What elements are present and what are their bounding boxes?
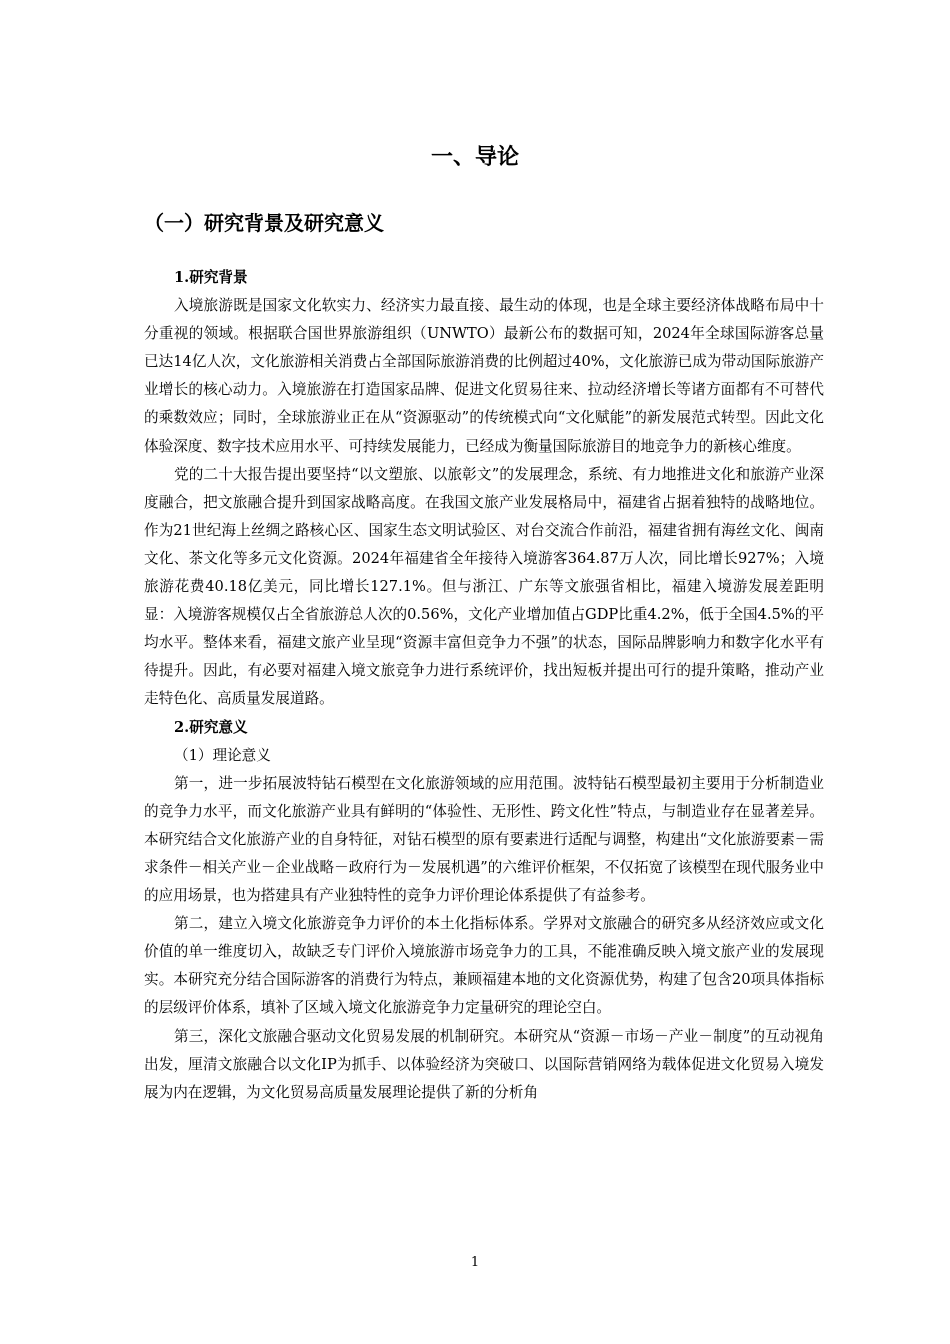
subsection-heading-significance: 2.研究意义 bbox=[174, 718, 248, 736]
paragraph: 入境旅游既是国家文化软实力、经济实力最直接、最生动的体现，也是全球主要经济体战略布局中十分重视的领域。根据联合国世界旅游组织（UNWTO）最新公布的数据可知，2024年全球国际游客总量已达14亿人次，文化旅游相关消费占全部国际旅游消费的比例超过40%，文化旅游已成为带动国际旅游产业增长的核心动力。入境旅游在打造国家品牌、促进文化贸易往来、拉动经济增长等诸方面都有不可替代的乘数效应；同时，全球旅游业正在从“资源驱动”的传统模式向“文化赋能”的新发展范式转型。因此文化体验深度、数字技术应用水平、可持续发展能力，已经成为衡量国际旅游目的地竞争力的新核心维度。 bbox=[144, 297, 824, 455]
sub-subsection-heading-theory: （1）理论意义 bbox=[174, 746, 271, 764]
chapter-title: 一、导论 bbox=[430, 145, 519, 170]
body-text bbox=[144, 264, 824, 1107]
paragraph: 党的二十大报告提出要坚持“以文塑旅、以旅彰文”的发展理念，系统、有力地推进文化和旅游产业深度融合，把文旅融合提升到国家战略高度。在我国文旅产业发展格局中，福建省占据着独特的战略地位。作为21世纪海上丝绸之路核心区、国家生态文明试验区、对台交流合作前沿，福建省拥有海丝文化、闽南文化、茶文化等多元文化资源。2024年福建省全年接待入境游客364.87万人次，同比增长927%；入境旅游花费40.18亿美元，同比增长127.1%。但与浙江、广东等文旅强省相比，福建入境游发展差距明显：入境游客规模仅占全省旅游总人次的0.56%，文化产业增加值占GDP比重4.2%，低于全国4.5%的平均水平。整体来看，福建文旅产业呈现“资源丰富但竞争力不强”的状态，国际品牌影响力和数字化水平有待提升。因此，有必要对福建入境文旅竞争力进行系统评价，找出短板并提出可行的提升策略，推动产业走特色化、高质量发展道路。 bbox=[144, 465, 824, 708]
paragraph: 第三，深化文旅融合驱动文化贸易发展的机制研究。本研究从“资源－市场－产业－制度”的互动视角出发，厘清文旅融合以文化IP为抓手、以体验经济为突破口、以国际营销网络为载体促进文化贸易入境发展为内在逻辑，为文化贸易高质量发展理论提供了新的分析角 bbox=[144, 1027, 824, 1101]
paragraph: 第二，建立入境文化旅游竞争力评价的本土化指标体系。学界对文旅融合的研究多从经济效应或文化价值的单一维度切入，故缺乏专门评价入境旅游市场竞争力的工具，不能准确反映入境文旅产业的发展现实。本研究充分结合国际游客的消费行为特点，兼顾福建本地的文化资源优势，构建了包含20项具体指标的层级评价体系，填补了区域入境文化旅游竞争力定量研究的理论空白。 bbox=[144, 915, 824, 1017]
paragraph: 第一，进一步拓展波特钻石模型在文化旅游领域的应用范围。波特钻石模型最初主要用于分析制造业的竞争力水平，而文化旅游产业具有鲜明的“体验性、无形性、跨文化性”特点，与制造业存在显著差异。本研究结合文化旅游产业的自身特征，对钻石模型的原有要素进行适配与调整，构建出“文化旅游要素－需求条件－相关产业－企业战略－政府行为－发展机遇”的六维评价框架，不仅拓宽了该模型在现代服务业中的应用场景，也为搭建具有产业独特性的竞争力评价理论体系提供了有益参考。 bbox=[144, 774, 824, 905]
page-number: 1 bbox=[470, 1255, 480, 1270]
subsection-heading-background: 1.研究背景 bbox=[174, 269, 248, 286]
section-title: （一）研究背景及研究意义 bbox=[144, 211, 384, 235]
